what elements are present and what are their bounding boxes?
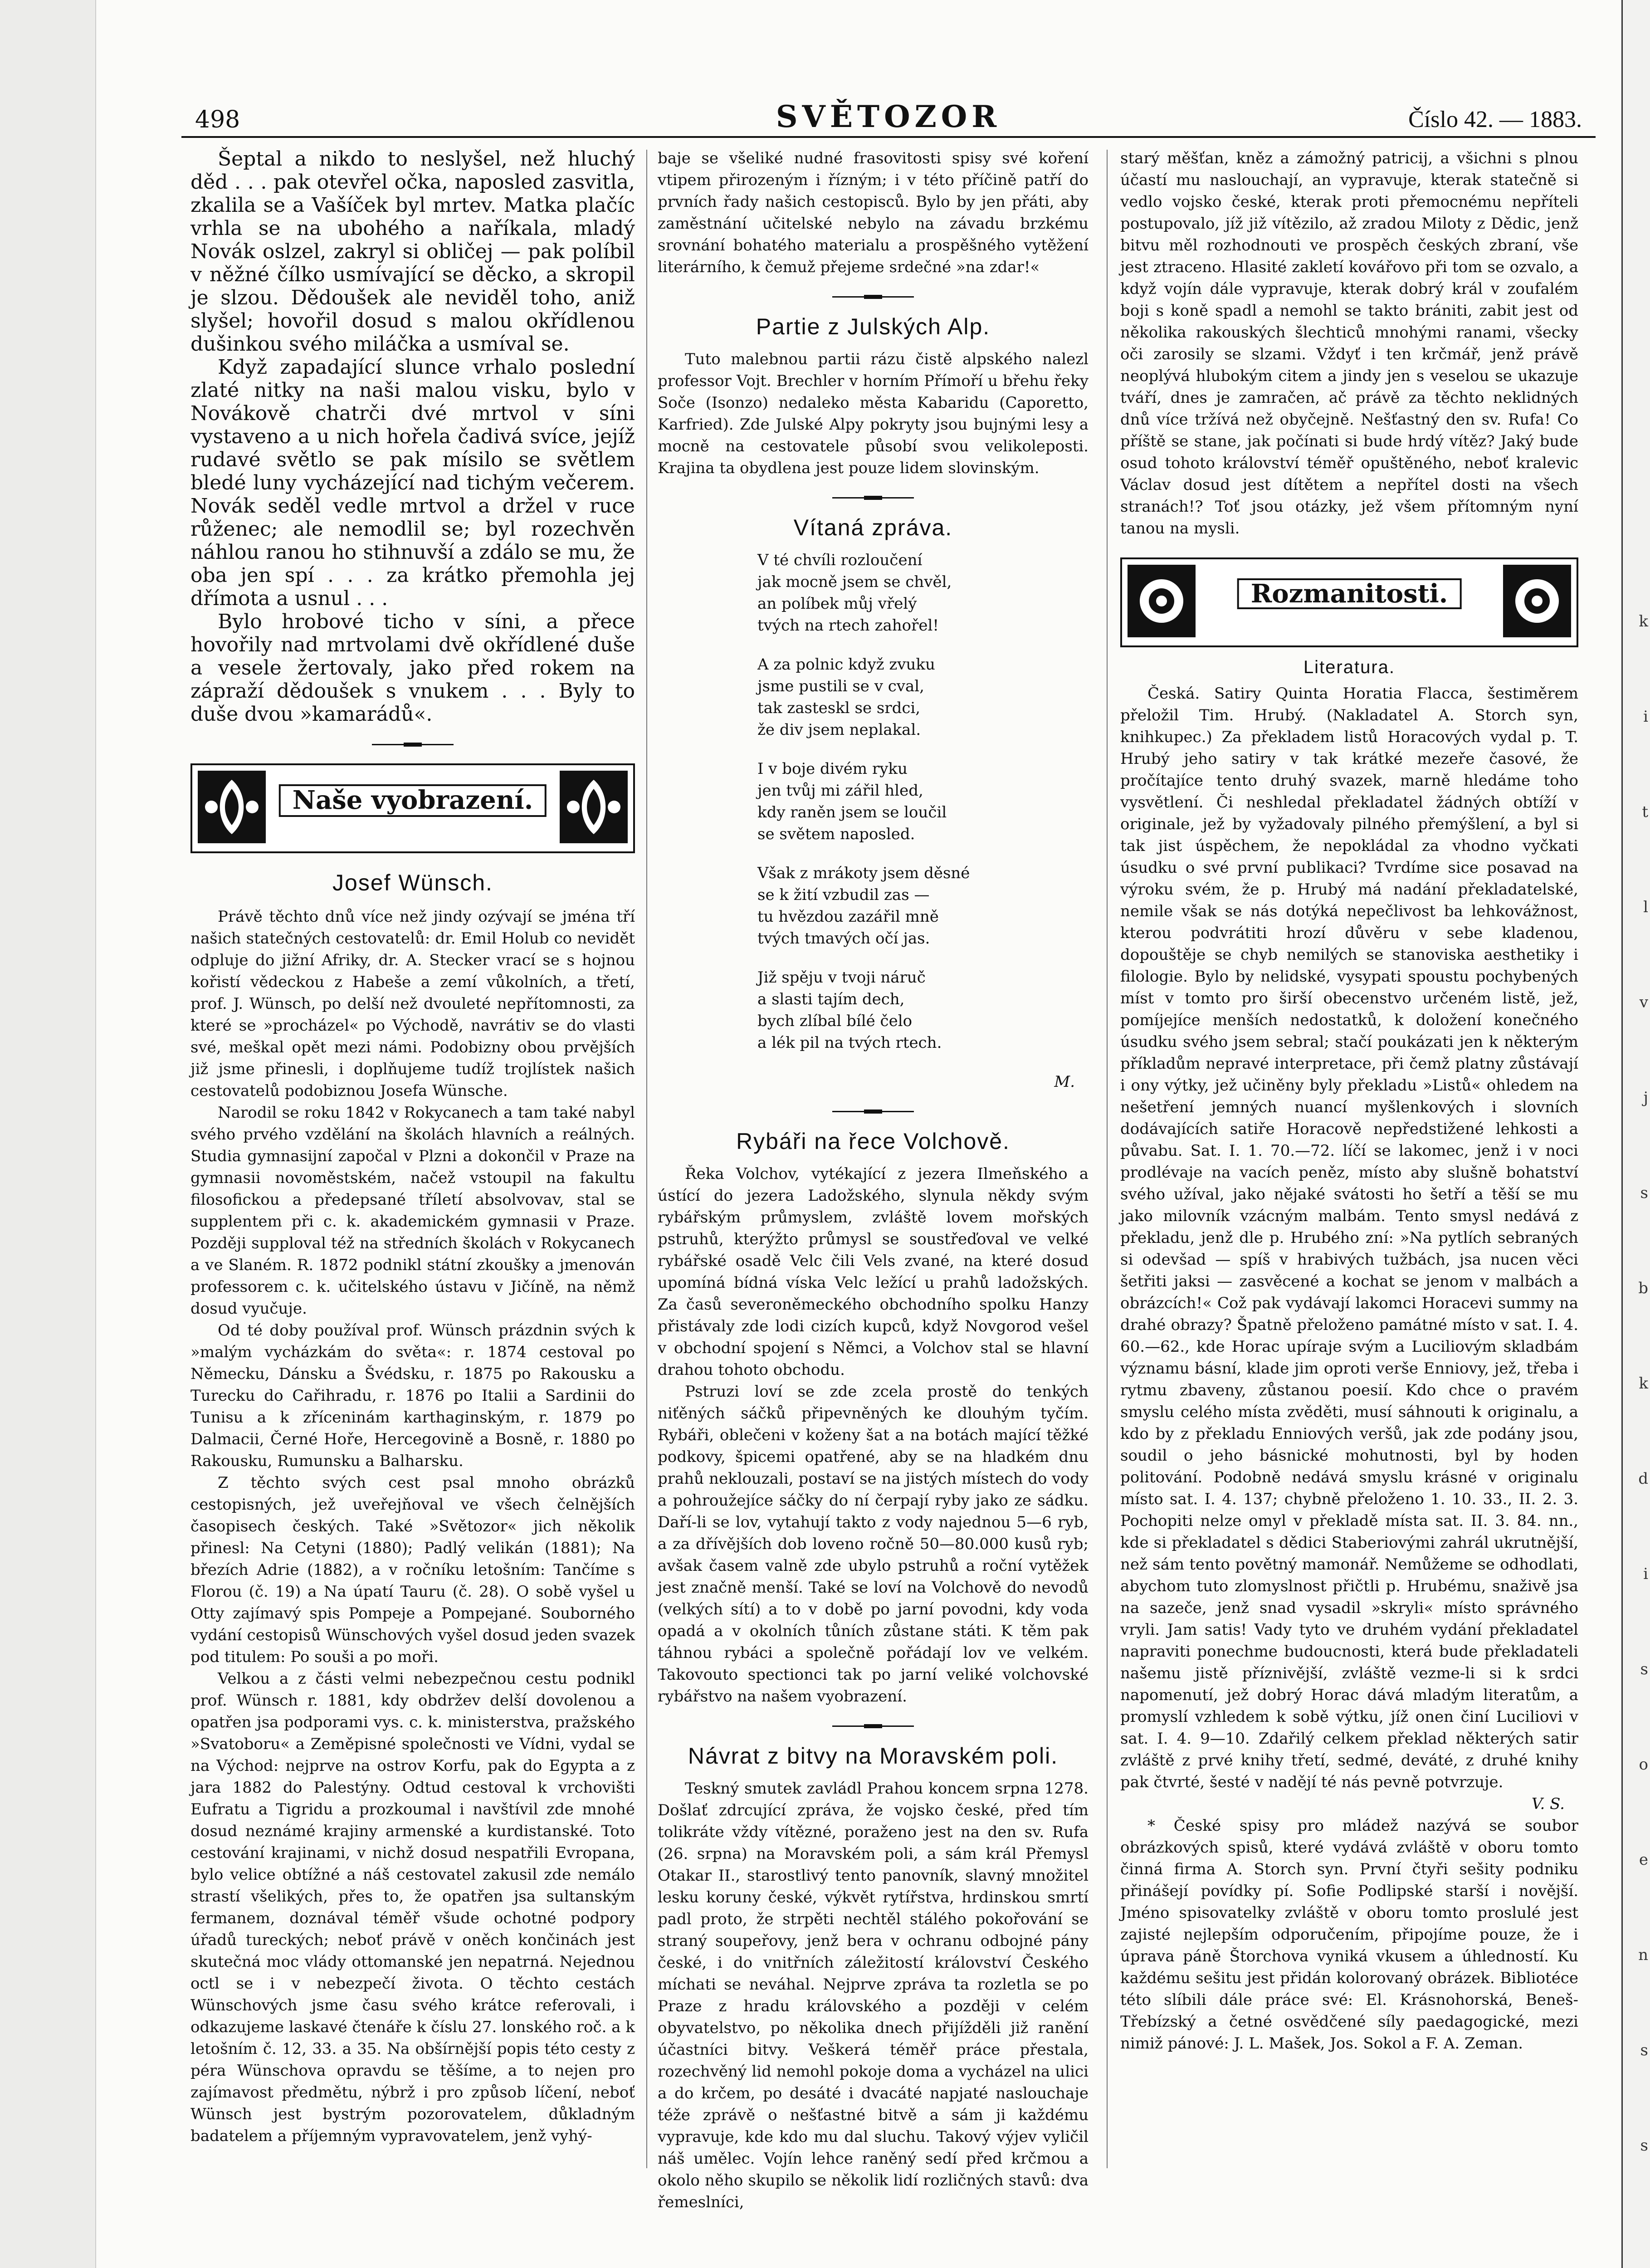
edge-letter: s (1640, 1660, 1648, 1678)
section-banner-nase-vyobrazeni (190, 763, 635, 853)
poem-line: se světem naposled. (757, 825, 915, 843)
header-rule (181, 136, 1596, 138)
poem-line: jen tvůj mi zářil hled, (757, 782, 923, 800)
poem-line: Však z mrákoty jsem děsné (757, 864, 970, 882)
masthead-title: SVĚTOZOR (776, 99, 1001, 134)
edge-letter: s (1640, 1184, 1648, 1202)
column-right (1120, 147, 1578, 2054)
issue-number: Číslo 42. — 1883. (1408, 107, 1582, 132)
section-title: Josef Wünsch. (332, 870, 493, 895)
article-paragraph: starý měšťan, kněz a zámožný patricij, a všichni s plnou účastí mu naslouchají, an vypravuje, kterak statečně si vedlo vojsko české, kterak proti přemocnému nepříteli postupovalo, jíž již vítězilo, až zradou Miloty z Dědic, jenž bitvu měl rozhodnouti ve prospěch českých zbraní, vše jest ztraceno. Hlasité zakletí kovářovo při tom se ozvalo, a když vojín dále vypravuje, kterak dobrý král v zoufalém boji s koně spadl a nemohl se takto brániti, zabit jest od několika rakouských šlechticů mnohými ranami, všecky oči zarosily se slzami. Vždyť i ten krčmář, jenž právě neoplývá hlubokým citem a jindy jen s veselou se ukazuje tváří, dnes je zamračen, ač právě za těchto neklidných dnů více tržívá než obyčejně. Nešťastný den sv. Rufa! Co příště se stane, jak počínati si bude hrdý vítěz? Jaký bude osud tohoto království téměř opuštěného, neboť kralevic Václav dosud jest dítětem a nepřítel dosti na všech stranách!? Toť jsou otázky, jež všem přítomným nyní tanou na mysli. (1120, 149, 1578, 538)
section-separator (372, 744, 454, 745)
section-separator (832, 1725, 914, 1727)
poem-line: že div jsem neplakal. (757, 721, 921, 739)
poem (757, 549, 1089, 1054)
article-paragraph: Tuto malebnou partii rázu čistě alpského nalezl professor Vojt. Brechler v horním Přímoří u břehu řeky Soče (Isonzo) nedaleko města Kabaridu (Caporetto, Karfried). Zde Julské Alpy pokryty jsou bujnými lesy a mocně na cestovatele působí svou velikoleposti. Krajina ta obydlena jest pouze lidem slovinským. (658, 350, 1089, 477)
article-paragraph: Teskný smutek zavládl Prahou koncem srpna 1278. Došlať zdrcující zpráva, že vojsko české, před tím tolikráte vždy vítězné, poraženo jest na den sv. Rufa (26. srpna) na Moravském poli, a sám král Přemysl Otakar II., starostlivý tento panovník, slavný množitel lesku koruny české, výkvět rytířstva, hrdinskou smrtí padl proto, že strpěti nechtěl stálého pokořování se straný soupeřovy, jenž bera v ochranu odbojné pány české, i do vnitřních záležitostí království Českého míchati se neváhal. Nejprve zpráva ta rozletla se po Praze z hradu královského a později v celém obyvatelstvo, po několika dnech přijížděli již ranění účastníci bitvy. Veškerá téměř práce přestala, rozechvěný lid nemohl pokoje doma a vycházel na ulici a do krčem, po desáté i dvacáté napjaté naslouchaje téže zprávě o nešťastné bitvě a sám ji každému vypravuje, kde kdo mu dal sluchu. Takový výjev vyličil náš umělec. Vojín lehce raněný sedí před krčmou a okolo něho skupilo se několik lidí rozličných stavů: dva řemeslníci, (658, 1779, 1089, 2211)
right-page-edge (1621, 0, 1650, 2268)
poem-line: tu hvězdou zazářil mně (757, 908, 939, 926)
poem-line: jsme pustili se v cval, (757, 677, 924, 695)
article-paragraph: Pstruzi loví se zde zcela prostě do tenkých niťěných sáčků připevněných ke dlouhým tyčím. Rybáři, oblečeni v koženy šat a na botách mající těžké podkovy, špicemi opatřené, aby se na hladkém dnu prahů neklouzali, postaví se na jistých místech do vody a pohroužejíce sáčky do ní čerpají ryby jako ze sádku. Daří-li se lov, vytahují takto z vody najednou 5—6 ryb, a za dřívějších dob loveno ročně 50—80.000 kusů ryb; avšak časem valně zde ubylo pstruhů a roční vytěžek jest značně menší. Také se loví na Volchově do nevodů (velkých sítí) a to v době po jarní povodni, kdy voda opadá a v okolních tůních zůstane státi. K těm pak táhnou rybáci a společně pořádají lov ve velkém. Takovouto spectionci tak po jarní veliké volchovské rybářstvo na našem vyobrazení. (658, 1383, 1089, 1706)
poem-line: V té chvíli rozloučení (757, 551, 923, 569)
column-rule (646, 150, 647, 2168)
poem-line: Již spěju v tvoji náruč (757, 968, 926, 987)
article-paragraph: Z těchto svých cest psal mnoho obrázků cestopisných, jež uveřejňoval ve všech čelnějších časopisech českých. Také »Světozor« jich několik přinesl: Na Cetyni (1880); Padlý velikán (1881); Na březích Adrie (1882), a v ročníku letošním: Tančíme s Florou (č. 19) a Na úpatí Tauru (č. 28). O sobě vyšel u Otty zajímavý spis Pompeje a Pompejané. Souborného vydání cestopisů Wünschových vyšel dosud jeden svazek pod titulem: Po souši a po moři. (190, 1473, 635, 1666)
column-left (190, 147, 635, 2147)
section-separator (832, 497, 914, 499)
floral-ornament-icon (560, 771, 628, 843)
poem-stanza (757, 967, 1089, 1054)
floral-ornament-icon (198, 771, 266, 843)
story-paragraph: Šeptal a nikdo to neslyšel, než hluchý děd . . . pak otevřel očka, naposled zasvitla, zkalila se a Vašíček byl mrtev. Matka plačíc vrhla se na ubohého a naříkala, mladý Novák oslzel, zakryl si obličej — pak políbil v něžné čílko usmívající se děcko, a skropil je slzou. Dědoušek ale neviděl toho, aniž slyšel; hovořil dosud s malou okřídlenou dušinkou svého miláčka a usmíval se. (190, 147, 635, 356)
poem-line: kdy raněn jsem se loučil (757, 803, 947, 821)
article-paragraph: Od té doby používal prof. Wünsch prázdnin svých k »malým vycházkám do světa«: r. 1874 cestoval po Německu, Dánsku a Švédsku, r. 1875 po Rakousku a Turecku do Cařihradu, r. 1876 po Italii a Sardinii do Tunisu a k zříceninám karthaginským, r. 1879 po Dalmacii, Černé Hoře, Hercegovině a Bosně, r. 1880 po Rakousku, Rumunsku a Balharsku. (190, 1321, 635, 1470)
edge-letter: v (1639, 993, 1648, 1012)
edge-letter: j (1643, 1089, 1648, 1107)
poem-title: Vítaná zpráva. (793, 515, 953, 540)
banner-title: Rozmanitosti. (1237, 578, 1462, 609)
section-title: Rybáři na řece Volchově. (736, 1129, 1010, 1154)
poem-line: jak mocně jsem se chvěl, (757, 573, 952, 591)
poem-line: I v boje divém ryku (757, 760, 908, 778)
poem-line: A za polnic když zvuku (757, 655, 935, 674)
poem-line: an políbek můj vřelý (757, 595, 917, 613)
section-separator (832, 296, 914, 298)
poem-stanza (757, 758, 1089, 845)
edge-letter: o (1639, 1755, 1648, 1774)
edge-letter: k (1639, 1374, 1648, 1393)
section-separator (832, 1111, 914, 1112)
poem-signature: M. (1054, 1073, 1075, 1091)
section-title: Návrat z bitvy na Moravském poli. (688, 1743, 1059, 1769)
edge-letter: i (1643, 1565, 1648, 1583)
section-title: Partie z Julských Alp. (756, 314, 991, 339)
article-paragraph: Právě těchto dnů více než jindy ozývají se jména tří našich statečných cestovatelů: dr. Emil Holub co nevidět odpluje do jižní Afriky, dr. A. Stecker vrací se s hojnou kořistí vědeckou z Habeše a zemí vůkolních, a třetí, prof. J. Wünsch, po delší než dvouleté nepřítomnosti, za které se »procházel« po Východě, navrátiv se do vlasti své, meškal opět mezi námi. Podobizny obou prvějších již jsme přinesli, i doplňujeme tudíž trojlístek našich cestovatelů podobiznou Josefa Wünsche. (190, 907, 635, 1100)
poem-line: a slasti tajím dech, (757, 990, 905, 1008)
page-number: 498 (195, 106, 240, 133)
article-paragraph: Řeka Volchov, vytékající z jezera Ilmeňského a ústící do jezera Ladožského, slynula někdy svým rybářským průmyslem, zvláště lovem mořských pstruhů, kterýžto průmysl se soustřeďoval ve velké rybářské osadě Velc čili Vels zvané, na které dosud upomíná bídná víska Velc ležící u prahů ladožských. Za časů severoněmeckého obchodního spolku Hanzy přistávaly zde lodi cizích kupců, když Novgorod vešel v obchodní spojení s Němci, a Volchov stal se hlavní drahou tohoto obchodu. (658, 1165, 1089, 1379)
column-rule (1107, 150, 1108, 2168)
article-paragraph: Česká. Satiry Quinta Horatia Flacca, šestiměrem přeložil Tim. Hrubý. (Nakladatel A. Storch syn, knihkupec.) Za překladem listů Horacových vydal p. T. Hrubý jeho satiry v tak krátké mezeře časové, že pročítajíce tento druhý svazek, marně hledáme toho vysvětlení. Či neshledal překladatel žádných obtíží v originale, jež by vyžadovaly pilného přemýšlení, a byl si tak jist úspěchem, že nepokládal za vhodno vyčkati úsudku o své první publikaci? Tvrdíme sice posavad na výroku svém, že p. Hrubý má nadání překladatelské, nemile však se nás dotýká nepečlivost ba lehkovážnost, kterou podvrátiti hrozí důvěru v sebe kladenou, dopouštěje se chyb nemilých se stanoviska aesthetiky i filologie. Bylo by nelidské, vysypati spoustu pochybených míst v tomto pro širší obecenstvo určeném listě, jež, pomíjejíce menších nedostatků, k doložení konečného úsudku svého jsem sebral; stačí poukázati jen k některým příkladům nepravé interpretace, při čemž platny zůstávají i ony výtky, jež učiněny byly překladu »Listů« ohledem na nešetření jemných nuancí myšlenkových i slovních dodávajících satiře Horacově nepředstižené lehkosti a půvabu. Sat. I. 1. 70.—72. líčí se lakomec, jenž i v noci prodlévaje na vacích peněz, místo aby slušně bohatství svého užíval, jako nějaké svátosti ho šetří a těší se mu jako milovník vzácným malbám. Tento smysl nedává z překladu, jenž dle p. Hrubého zní: »Na pytlích sebraných si odevšad — spíš v hrabivých tužbách, jsa nucen věci šetřiti jaksi — zasvěcené a kochat se jenom v malbách a obrázcích!« Což pak vydávají lakomci Horacevi summy na drahé obrazy? Špatně přeloženo památné místo v sat. I. 4. 60.—62., kde Horac upíraje svým a Luciliovým skladbám významu básní, klade jim oproti verše Enniovy, jež, třeba i rytmu zbaveny, zůstanou poesií. Kdo chce o pravém smyslu celého místa zvěděti, musí sáhnouti k originalu, a kdo by z překladu Enniových veršů, jak zde podány jsou, soudil o jeho básnické mohutnosti, byl by hoden politování. Podobně nedává smyslu krásné v originalu místo sat. I. 4. 137; chybně přeloženo 1. 10. 33., II. 2. 3. Pochopiti nelze omyl v překladě místa sat. II. 3. 84. nn., kde si překladatel s dědici Staberiovými zahrál ukrutnější, než sám tento povětný mamonář. Nemůžeme se odhodlati, abychom tuto zlomyslnost přičtli p. Hrubému, snaživě jsa na sazeče, jenž snad vysadil »skryli« místo správného vryli. Jam satis! Vady tyto ve druhém vydání překladatel napraviti ponechme budoucnosti, která bude překladateli našemu jistě příznivější, zvláště vezme-li si k srdci napomenutí, jež dobrý Horac dává mladým literatům, a promyslí vzhledem k sobě výtku, jíž onen činí Luciliovi v sat. I. 4. 9—10. Zdařilý celkem překlad některých satir zvláště z prvé knihy třetí, sedmé, deváté, z druhé knihy pak čtvrté, šesté v nadějí té nás pevně potvrzuje. (1120, 684, 1578, 1791)
story-paragraph: Když zapadající slunce vrhalo poslední zlaté nitky na naši malou visku, bylo v Novákově chatrči dvé mrtvol v síni vystaveno a u nich hořela čadivá svíce, jejíž rudavé světlo se pak mísilo se světlem bledé luny vycházející nad tichým večerem. Novák seděl vedle mrtvol a držel v ruce růženec; ale nemodlil se; byl rozechvěn náhlou ranou ho stihnuvší a zdálo se mu, že oba jen spí . . . za krátko přemohla jej dřímota a usnul . . . (190, 356, 635, 610)
subsection-title: Literatura. (1303, 657, 1396, 677)
section-banner-rozmanitosti (1120, 557, 1578, 647)
edge-letter: t (1642, 803, 1648, 821)
article-signature: V. S. (1531, 1795, 1565, 1813)
edge-letter: i (1643, 708, 1648, 726)
edge-letter: n (1638, 1946, 1648, 1964)
floral-ornament-icon (1503, 565, 1571, 637)
edge-letter: s (1640, 2136, 1648, 2155)
left-page-fold (0, 0, 96, 2268)
poem-line: se k žití vzbudil zas — (757, 886, 930, 904)
banner-title: Naše vyobrazení. (279, 784, 547, 817)
poem-line: tvých tmavých očí jas. (757, 929, 930, 948)
column-middle (658, 147, 1089, 2213)
poem-line: bych zlíbal bílé čelo (757, 1012, 913, 1030)
article-paragraph: Narodil se roku 1842 v Rokycanech a tam také nabyl svého prvého vzdělání na školách hlavních a reálných. Studia gymnasijní započal v Plzni a dokončil v Praze na gymnasii novoměstském, načež vstoupil na fakultu filosofickou a předepsané tříletí absolvovav, stal se supplentem při c. k. akademickém gymnasii v Praze. Později supploval též na středních školách v Rokycanech a ve Slaném. R. 1872 podnikl státní zkoušky a jmenován professorem c. k. učitelského ústavu v Jičíně, na němž dosud vyučuje. (190, 1103, 635, 1318)
story-paragraph: Bylo hrobové ticho v síni, a přece hovořily nad mrtvolami dvě okřídlené duše a vesele žertovaly, jako před rokem na zápraží dědoušek s vnukem . . . Byly to duše dvou »kamarádů«. (190, 610, 635, 726)
floral-ornament-icon (1128, 565, 1196, 637)
edge-letter: l (1643, 898, 1648, 916)
page-header (181, 99, 1596, 140)
poem-line: tvých na rtech zahořel! (757, 616, 939, 635)
edge-letter: d (1638, 1470, 1648, 1488)
poem-stanza (757, 862, 1089, 949)
poem-stanza (757, 549, 1089, 636)
article-paragraph: Velkou a z části velmi nebezpečnou cestu podnikl prof. Wünsch r. 1881, kdy obdržev delší dovolenou a opatřen jsa podporami vys. c. k. ministerstva, pražského »Svatoboru« a Zeměpisné společnosti ve Vídni, vydal se na Východ: nejprve na ostrov Korfu, pak do Egypta a z jara 1882 do Palestýny. Odtud cestoval k vrchovišti Eufratu a Tigridu a prozkoumal i navštívil zde mnohé dosud neznámé krajiny armenské a kurdistanské. Toto cestování krajinami, v nichž dosud nespatřili Evropana, bylo velice obtížné a náš cestovatel zakusil zde nemálo strastí všelikých, přes to, že opatřen jsa sultanským fermanem, doznával téměř všude ochotné podpory úřadů tureckých; neboť právě v oněch končinách jest skutečná moc vlády ottomanské jen nepatrná. Nejednou octl se i v nebezpečí života. O těchto cestách Wünschových jsme času svého krátce referovali, i odkazujeme laskavé čtenáře k číslu 27. lonského roč. a k letošním č. 12, 33. a 35. Na obšírnější popis této cesty z péra Wünschova opravdu se těšíme, a to nejen pro zajímavost předmětu, nýbrž i pro způsob líčení, neboť Wünsch jest bystrým pozorovatelem, důkladným badatelem a příjemným vypravovatelem, jenž vyhý- (190, 1669, 635, 2145)
poem-line: a lék pil na tvých rtech. (757, 1034, 942, 1052)
poem-line: tak zasteskl se srdci, (757, 699, 921, 717)
edge-letter: b (1638, 1279, 1648, 1297)
edge-letter: k (1639, 612, 1648, 631)
edge-letter: s (1640, 2041, 1648, 2059)
poem-stanza (757, 654, 1089, 741)
article-paragraph: * České spisy pro mládež nazývá se soubor obrázkových spisů, které vydává zvláště v oboru tomto činná firma A. Storch syn. První čtyři sešity podniku přinášejí povídky pí. Sofie Podlipské starší i novější. Jméno spisovatelky zvláště v oboru tomto proslulé jest zajisté nejlepším odporučením, připojíme pouze, že i úprava páně Štorchova vyniká vkusem a úhledností. Ku každému sešitu jest přidán kolorovaný obrázek. Bibliotéce této slíbili dále práce své: El. Krásnohorská, Beneš-Třebízský a četné osvědčené síly paedagogické, mezi nimiž pánové: J. L. Mašek, Jos. Sokol a F. A. Zeman. (1120, 1817, 1578, 2053)
article-paragraph: baje se všeliké nudné frasovitosti spisy své koření vtipem přirozeným i řízným; i v této příčině patří do prvních řady našich cestopisců. Bylo by jen přáti, aby zaměstnání učitelské nebylo na závadu brzkému srovnání bohatého materialu a prospěšného vytěžení literárního, k čemuž přejeme srdečné »na zdar!« (658, 149, 1089, 276)
edge-letter: e (1639, 1851, 1648, 1869)
